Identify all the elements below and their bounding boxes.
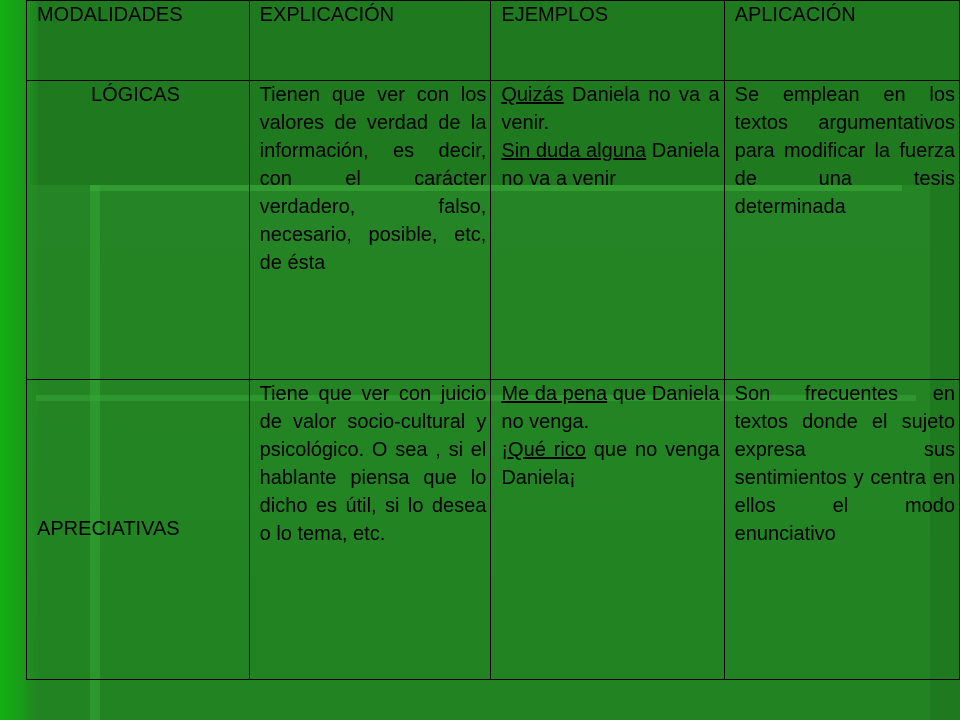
example-2-modal: Sin duda alguna	[501, 139, 647, 162]
example-1-rest: que Daniela no venga.	[501, 382, 720, 433]
modalidades-table	[26, 0, 960, 680]
example-1-modal: Me da pena	[501, 382, 608, 405]
modalidad-cell	[27, 80, 250, 379]
explicacion-cell	[249, 80, 491, 379]
explicacion-cell	[249, 379, 491, 679]
aplicacion-cell	[724, 80, 959, 379]
modalidad-cell	[27, 379, 250, 679]
ejemplos-cell	[491, 80, 724, 379]
table-row	[27, 80, 960, 379]
header-modalidades: MODALIDADES	[27, 1, 250, 81]
aplicacion-text: Son frecuentes en textos donde el sujeto expresa sus sentimientos y centra en ellos el modo enunciativo	[734, 382, 955, 545]
aplicacion-text: Se emplean en los textos argumentativos para modificar la fuerza de una tesis determinada	[734, 83, 955, 218]
example-2	[501, 439, 719, 489]
header-aplicacion: APLICACIÓN	[724, 1, 959, 81]
example-2-rest: Daniela no va a venir	[501, 139, 720, 190]
example-2-modal: ¡Qué rico	[501, 438, 586, 461]
example-1	[501, 383, 719, 433]
example-2	[501, 140, 719, 190]
header-row	[27, 1, 960, 81]
example-1-modal: Quizás	[501, 83, 564, 106]
ejemplos-cell	[491, 379, 724, 679]
example-1-rest: Daniela no va a venir.	[501, 83, 720, 134]
explicacion-text: Tiene que ver con juicio de valor socio-cultural y psicológico. O sea , si el hablante piensa que lo dicho es útil, si lo desea o lo tema, etc.	[259, 382, 487, 545]
header-ejemplos: EJEMPLOS	[491, 1, 724, 81]
modalidad-label: LÓGICAS	[91, 83, 180, 106]
modalidad-label: APRECIATIVAS	[37, 518, 180, 541]
explicacion-text: Tienen que ver con los valores de verdad de la información, es decir, con el carácter verdadero, falso, necesario, posible, etc, de ésta	[259, 83, 487, 274]
example-2-rest: que no venga Daniela¡	[501, 438, 720, 489]
example-1	[501, 84, 719, 134]
table-row	[27, 379, 960, 679]
aplicacion-cell	[724, 379, 959, 679]
header-explicacion: EXPLICACIÓN	[249, 1, 491, 81]
